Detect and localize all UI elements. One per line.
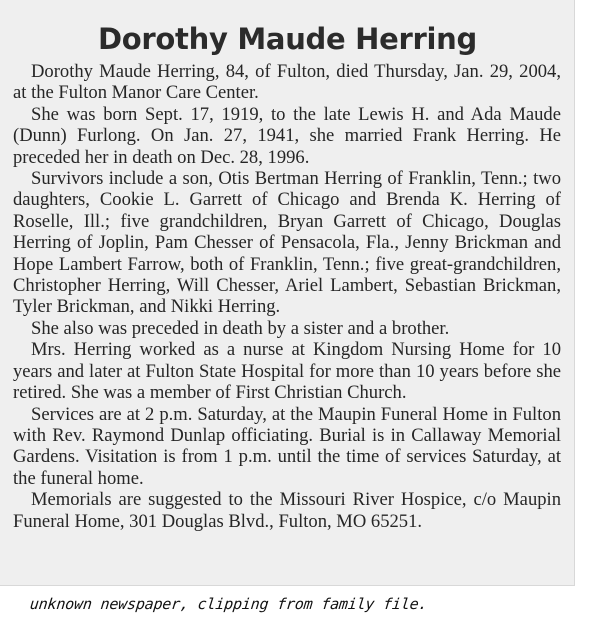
paragraph-survivors: Survivors include a son, Otis Bertman Herring of Franklin, Tenn.; two daughters, Cookie L. Garrett of Chicago and Brenda K. Herring of Roselle, Ill.; five grandchildren, Bryan Garrett of Chicago, Douglas Herring of Joplin, Pam Chesser of Pensacola, Fla., Jenny Brickman and Hope Lambert Farrow, both of Franklin, Tenn.; five great-grandchildren, Christopher Herring, Will Chesser, Ariel Lambert, Sebastian Brickman, Tyler Brickman, and Nikki Herring. xyxy=(13,168,561,318)
paragraph-birth-marriage: She was born Sept. 17, 1919, to the late Lewis H. and Ada Maude (Dunn) Furlong. On Jan. 27, 1941, she married Frank Herring. He preceded her in death on Dec. 28, 1996. xyxy=(13,103,561,168)
obituary-headline: Dorothy Maude Herring xyxy=(98,22,477,56)
paragraph-services: Services are at 2 p.m. Saturday, at the Maupin Funeral Home in Fulton with Rev. Raymond Dunlap officiating. Burial is in Callaway Memorial Gardens. Visitation is from 1 p.m. until the time of services Saturday, at the funeral home. xyxy=(13,403,561,489)
handwritten-source-note: unknown newspaper, clipping from family file. xyxy=(29,595,429,613)
paragraph-memorials: Memorials are suggested to the Missouri River Hospice, c/o Maupin Funeral Home, 301 Douglas Blvd., Fulton, MO 65251. xyxy=(13,489,561,532)
paragraph-death-notice: Dorothy Maude Herring, 84, of Fulton, died Thursday, Jan. 29, 2004, at the Fulton Manor Care Center. xyxy=(13,61,561,104)
paragraph-career: Mrs. Herring worked as a nurse at Kingdom Nursing Home for 10 years and later at Fulton State Hospital for more than 10 years before she retired. She was a member of First Christian Church. xyxy=(13,339,561,404)
obituary-body xyxy=(13,61,561,532)
paragraph-preceded: She also was preceded in death by a sister and a brother. xyxy=(31,317,450,339)
